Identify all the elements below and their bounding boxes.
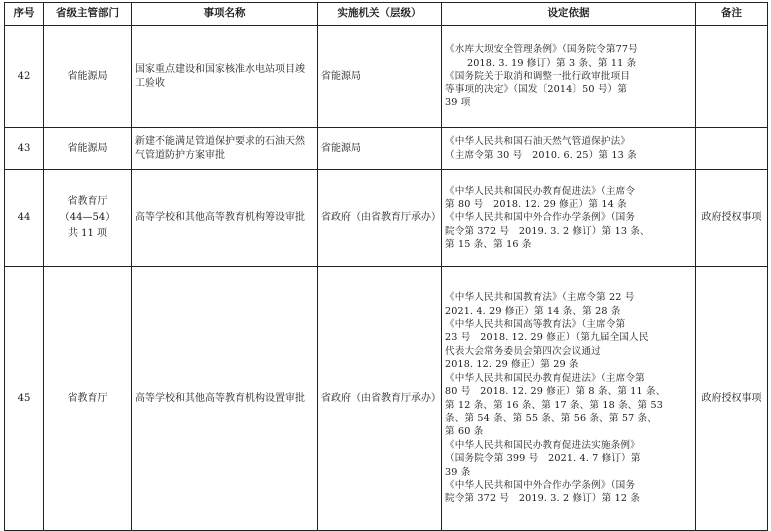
basis-line: （国务院令第 399 号 2021. 4. 7 修订）第: [445, 453, 641, 465]
row-number: 42: [5, 26, 44, 128]
remark-cell: [696, 128, 768, 170]
header-basis: 设定依据: [442, 3, 696, 26]
table-row: [5, 170, 768, 267]
basis-line: 2018. 3. 19 修订）第 3 条、第 11 条: [467, 57, 637, 69]
basis-line: 等事项的决定》（国发〔2014〕50 号）第: [445, 84, 628, 96]
agency-cell: 省能源局: [318, 128, 442, 170]
dept-line: 省教育厅: [67, 392, 108, 404]
row-number: 45: [5, 267, 44, 531]
dept-cell: [44, 267, 132, 531]
dept-line: 共 11 项: [67, 228, 108, 239]
item-name-cell: 国家重点建设和国家核准水电站项目竣工验收: [132, 26, 318, 128]
basis-line: 《中华人民共和国民办教育促进法实施条例》: [445, 439, 640, 451]
basis-line: 第 15 条、第 16 条: [445, 238, 532, 250]
basis-line: 39 项: [445, 97, 471, 109]
header-item: 事项名称: [132, 3, 318, 26]
basis-line: 第 80 号 2018. 12. 29 修正）第 14 条: [445, 199, 627, 211]
basis-line: 第 60 条: [445, 426, 484, 438]
dept-line: （44—54）: [59, 212, 116, 223]
basis-line: 39 条: [445, 466, 471, 478]
basis-line: 23 号 2018. 12. 29 修正）（第九届全国人民: [445, 332, 649, 344]
table-row: [5, 267, 768, 531]
agency-cell: 省政府（由省教育厅承办）: [318, 170, 442, 267]
dept-line: 省能源局: [67, 70, 108, 82]
remark-cell: 政府授权事项: [696, 170, 768, 267]
header-dept: 省级主管部门: [44, 3, 132, 26]
basis-line: 《中华人民共和国石油天然气管道保护法》: [445, 136, 631, 148]
header-no: 序号: [5, 3, 44, 26]
agency-cell: 省政府（由省教育厅承办）: [318, 267, 442, 531]
basis-line: 《国务院关于取消和调整一批行政审批项目: [445, 70, 631, 82]
table-row: [5, 128, 768, 170]
dept-line: 省教育厅: [67, 196, 108, 207]
basis-line: 《中华人民共和国民办教育促进法》（主席令: [445, 185, 636, 197]
remark-cell: [696, 26, 768, 128]
basis-line: 第 12 条、第 16 条、第 17 条、第 18 条、第 53: [445, 399, 664, 411]
remark-cell: 政府授权事项: [696, 267, 768, 531]
basis-line: 《中华人民共和国教育法》（主席令第 22 号: [445, 292, 635, 304]
dept-line: 省能源局: [67, 142, 108, 154]
basis-cell: [442, 267, 696, 531]
dept-cell: [44, 26, 132, 128]
basis-line: 《中华人民共和国中外合作办学条例》（国务: [445, 212, 636, 224]
basis-line: 《中华人民共和国民办教育促进法》（主席令第: [445, 372, 645, 384]
basis-line: 《中华人民共和国高等教育法》（主席令第: [445, 319, 626, 331]
basis-line: 院令第 372 号 2019. 3. 2 修订）第 13 条、: [445, 225, 650, 237]
basis-cell: [442, 128, 696, 170]
basis-line: （主席令第 30 号 2010. 6. 25）第 13 条: [445, 149, 637, 161]
dept-cell: [44, 128, 132, 170]
basis-line: 代表大会常务委员会第四次会议通过: [445, 345, 601, 357]
basis-line: 院令第 372 号 2019. 3. 2 修订）第 12 条: [445, 493, 641, 505]
header-agency: 实施机关（层级）: [318, 3, 442, 26]
basis-line: 条、第 54 条、第 55 条、第 56 条、第 57 条、: [445, 412, 658, 424]
dept-cell: [44, 170, 132, 267]
row-number: 43: [5, 128, 44, 170]
item-name-cell: 高等学校和其他高等教育机构筹设审批: [132, 170, 318, 267]
basis-cell: [442, 26, 696, 128]
table-row: [5, 26, 768, 128]
basis-line: 80 号 2018. 12. 29 修正）第 8 条、第 11 条、: [445, 386, 666, 398]
header-remark: 备注: [696, 3, 768, 26]
basis-line: 2018. 12. 29 修正）第 29 条: [445, 359, 579, 371]
row-number: 44: [5, 170, 44, 267]
header-row: [5, 3, 768, 26]
basis-line: 2021. 4. 29 修正）第 14 条、第 28 条: [445, 305, 621, 317]
basis-cell: [442, 170, 696, 267]
item-name-cell: 高等学校和其他高等教育机构设置审批: [132, 267, 318, 531]
approval-items-table: [4, 2, 768, 531]
basis-line: 《水库大坝安全管理条例》（国务院令第77号: [445, 44, 638, 56]
agency-cell: 省能源局: [318, 26, 442, 128]
item-name-cell: 新建不能满足管道保护要求的石油天然气管道防护方案审批: [132, 128, 318, 170]
basis-line: 《中华人民共和国中外合作办学条例》（国务: [445, 479, 636, 491]
